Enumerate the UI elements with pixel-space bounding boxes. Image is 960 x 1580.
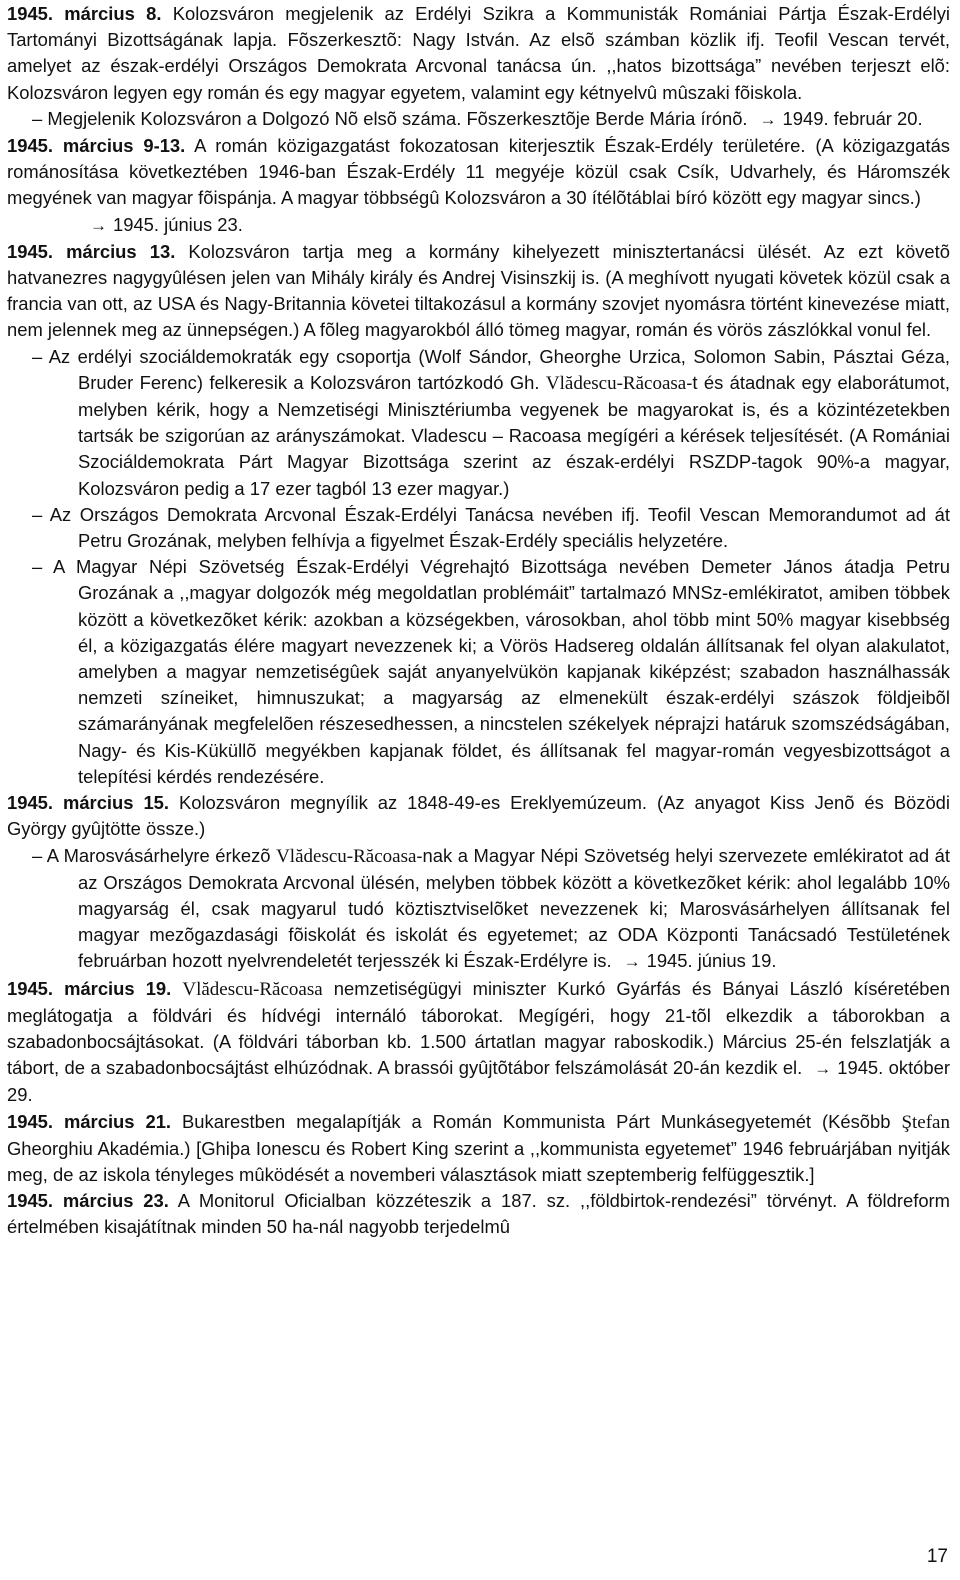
arrow-icon: → bbox=[759, 109, 777, 129]
entry-date: 1945. március 8. bbox=[7, 3, 162, 24]
cross-reference: 1949. február 20. bbox=[782, 107, 923, 129]
person-name: Vlădescu-Răcoasa bbox=[545, 372, 687, 394]
entry-text: nemzetiségügyi miniszter Kurkó Gyárfás és Bányai László kíséretében meglátogatja a földvári és hídvégi internáló táborokat. Megígéri, hogy 21-tõl elkezdik a táborokban a szabadonbocsájtásokat. (A földvári táborban kb. 1.500 ártatlan magyar raboskodik.) Március 25-én felszlatják a tábort, de a szabadonbocsájtást elhúzódnak. A brassói gyûjtõtábor felszámolását 20-án kezdik el. bbox=[7, 977, 950, 1079]
cross-reference: 1945. június 23. bbox=[113, 213, 243, 235]
entry-date: 1945. március 15. bbox=[7, 792, 170, 814]
subentry-text: – Megjelenik Kolozsváron a Dolgozó Nõ elsõ száma. Fõszerkesztõje Berde Mária írónõ. bbox=[32, 107, 748, 129]
entry-date: 1945. március 13. bbox=[7, 240, 176, 262]
chronology-subentry bbox=[7, 106, 950, 133]
chronology-entry bbox=[7, 1, 950, 106]
chronology-subentry bbox=[7, 554, 950, 790]
subentry-text: – Az Országos Demokrata Arcvonal Észak-Erdélyi Tanácsa nevében ifj. Teofil Vescan Memorandumot ad át Petru Grozának, melyben felhívja a figyelmet Észak-Erdély speciális helyzetére. bbox=[32, 503, 950, 552]
subentry-text: -nak a Magyar Népi Szövetség helyi szervezete emlékiratot ad át az Országos Demokrata Arcvonal ülésén, melyben többek között a következõket kérik: ahol legalább 10% magyarság él, csak magyarul tudó köztisztviselõket nevezzenek ki; Marosvásárhelyen állítsanak fel magyar mezõgazdasági fõiskolát és iskolát és egyetemet; az ODA Központi Tanácsadó Testületének februárban hozott nyelvrendeletét terjesszék ki Észak-Erdélyre is. bbox=[78, 844, 950, 972]
person-name: Vlădescu-Răcoasa bbox=[182, 978, 323, 1000]
entry-date: 1945. március 21. bbox=[7, 1110, 172, 1132]
page-number: 17 bbox=[926, 1545, 948, 1567]
chronology-subentry bbox=[7, 502, 950, 554]
arrow-icon: → bbox=[814, 1059, 832, 1079]
chronology-subentry bbox=[7, 344, 950, 502]
entry-date: 1945. március 9-13. bbox=[7, 135, 186, 157]
chronology-entry bbox=[7, 239, 950, 344]
chronology-entry bbox=[7, 790, 950, 842]
chronology-entry bbox=[7, 1188, 950, 1240]
entry-text: Kolozsváron megjelenik az Erdélyi Szikra a Kommunisták Romániai Pártja Észak-Erdélyi Tartományi Bizottságának lapja. Fõszerkesztõ: Nagy István. Az elsõ számban közlik ifj. Teofil Vescan tervét, amelyet az észak-erdélyi Országos Demokrata Arcvonal tanácsa ún. ,,hatos bizottsága” nevében terjeszt elõ: Kolozsváron legyen egy román és egy magyar egyetem, valamint egy kétnyelvû mûszaki fõiskola. bbox=[7, 3, 950, 103]
document-page bbox=[7, 1, 950, 1241]
entry-text: Gheorghiu Akadémia.) [Ghiþa Ionescu és Robert King szerint a ,,kommunista egyetemet” 1946 februárjában nyitják meg, de az iskola tényleges mûködését a novemberi választások miatt szeptemberig felfüggesztik.] bbox=[7, 1137, 950, 1185]
chronology-entry bbox=[7, 133, 950, 212]
entry-text: A Monitorul Oficialban közzéteszik a 187. sz. ,,földbirtok-rendezési” törvényt. A földreform értelmében kisajátítnak minden 50 ha-nál nagyobb terjedelmû bbox=[7, 1190, 950, 1238]
arrow-icon: → bbox=[623, 952, 641, 972]
entry-text: A román közigazgatást fokozatosan kiterjesztik Észak-Erdély területére. (A közigazgatás románosítása következtében 1946-ban Észak-Erdély 11 megyéje közül csak Csík, Udvarhely, és Háromszék megyének van magyar fõispánja. A magyar többségû Kolozsváron a 30 ítélõtáblai bíró között egy magyar sincs.) bbox=[7, 135, 950, 209]
cross-reference: 1945. október 29. bbox=[7, 1057, 950, 1106]
entry-date: 1945. március 23. bbox=[7, 1190, 169, 1212]
cross-reference: 1945. június 19. bbox=[646, 950, 777, 972]
chronology-entry bbox=[7, 976, 950, 1109]
entry-text: Kolozsváron megnyílik az 1848-49-es Ereklyemúzeum. (Az anyagot Kiss Jenõ és Bözödi György gyûjtötte össze.) bbox=[7, 792, 950, 840]
arrow-icon: → bbox=[90, 215, 107, 235]
subentry-text: -t és átadnak egy elaborátumot, melyben kérik, hogy a Nemzetiségi Minisztériumba vegyenek be magyarokat is, és a közintézetekben tartsák be szigorúan az arányszámokat. Vladescu – Racoasa megígéri a kérések teljesítését. (A Romániai Szociáldemokrata Párt Magyar Bizottsága szerint az észak-erdélyi RSZDP-tagok 90%-a magyar, Kolozsváron pedig a 17 ezer tagból 13 ezer magyar.) bbox=[78, 371, 950, 499]
subentry-text: – A Marosvásárhelyre érkezõ bbox=[32, 844, 277, 866]
chronology-entry-continued bbox=[7, 212, 950, 239]
chronology-entry bbox=[7, 1109, 950, 1189]
subentry-text: – A Magyar Népi Szövetség Észak-Erdélyi Végrehajtó Bizottsága nevében Demeter János átadja Petru Grozának a ,,magyar dolgozók még megoldatlan problémáit” tartalmazó MNSz-emlékiratot, amiben többek között a következõket kérik: azokban a községekben, városokban, ahol több mint 50% magyar kisebbség él, a közigazgatás élére magyart nevezzenek ki; a Vörös Hadsereg oldalán állítsanak fel olyan alakulatot, amelyben a magyar nemzetiségûek saját anyanyelvükön kapjanak kiképzést; szabadon használhassák nemzeti színeiket, himnuszukat; a magyarság az elmenekült észak-erdélyi szászok földjeibõl számarányának megfelelõen részesedhessen, a nincstelen székelyek néprajzi határuk szomszédságában, Nagy- és Kis-Küküllõ megyékben kapjanak földet, és állítsanak fel magyar-román vegyesbizottságot a telepítési kérdés rendezésére. bbox=[32, 556, 950, 787]
entry-date: 1945. március 19. bbox=[7, 977, 172, 999]
chronology-subentry bbox=[7, 843, 950, 976]
subentry-text: – Az erdélyi szociáldemokraták egy csoportja (Wolf Sándor, Gheorghe Urzica, Solomon Sabin, Pásztai Géza, Bruder Ferenc) felkeresik a Kolozsváron tartózkodó Gh. bbox=[32, 345, 950, 393]
person-name: Vlădescu-Răcoasa bbox=[276, 845, 417, 867]
entry-text: Kolozsváron tartja meg a kormány kihelyezett minisztertanácsi ülését. Az ezt követõ hatvanezres nagygyûlésen jelen van Mihály király és Andrej Visinszkij is. (A meghívott nyugati követek közül csak a francia van ott, az USA és Nagy-Britannia követei tiltakozásul a kormány szovjet nyomásra történt kinevezése miatt, nem jelennek meg az ünnepségen.) A fõleg magyarokból álló tömeg magyar, román és vörös zászlókkal vonul fel. bbox=[7, 240, 950, 341]
entry-text: Bukarestben megalapítják a Román Kommunista Párt Munkásegyetemét (Késõbb bbox=[182, 1110, 902, 1132]
person-name: Ştefan bbox=[901, 1111, 950, 1133]
